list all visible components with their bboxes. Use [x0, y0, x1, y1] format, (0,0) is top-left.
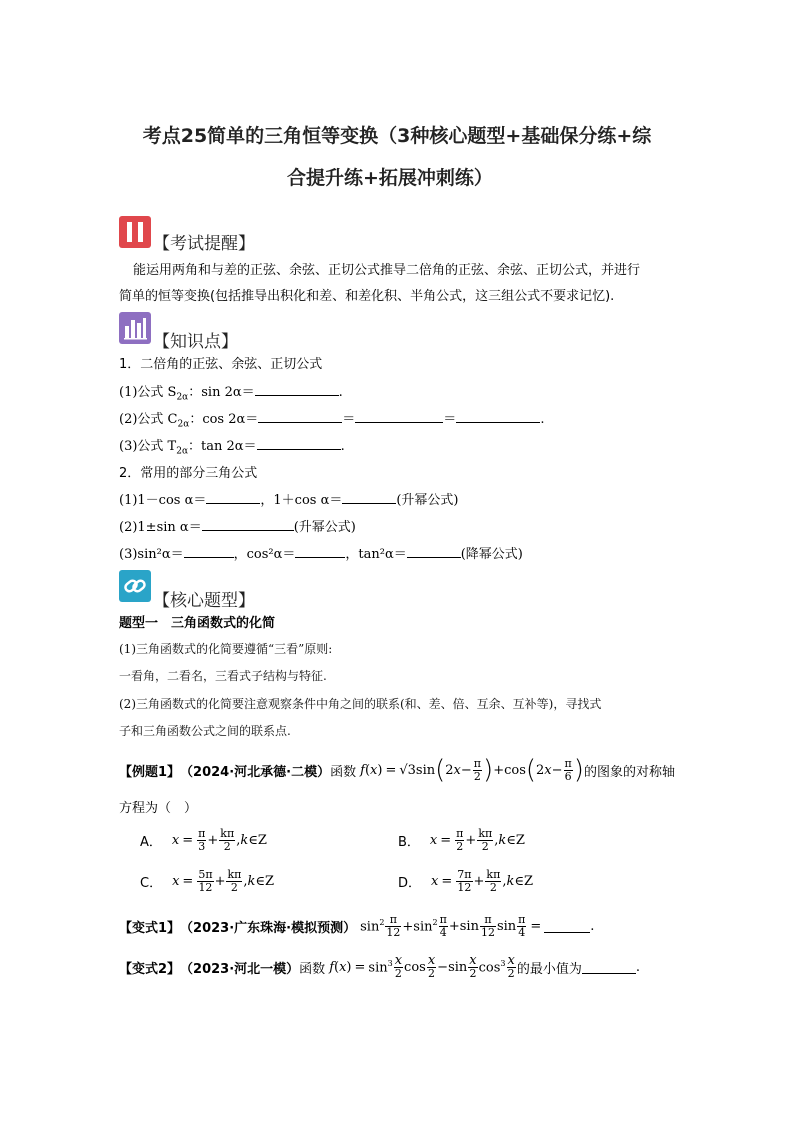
blank[interactable] — [258, 410, 342, 423]
variant2-stem: 【变式2】 （2023·河北一模） 函数 f ( x ) = $\sin^3$ $\frac{x}{2}$ cos $\frac{x}{2}$ −sin $\frac{x}{2}$ $\cos^3$ $\frac{x}{2}$ 的最小值为 . — [119, 952, 640, 980]
bar-chart-icon — [119, 312, 151, 344]
link-icon — [119, 570, 151, 602]
blank[interactable] — [257, 437, 341, 450]
reminder-text-line2: 简单的恒等变换(包括推导出积化和差、和差化积、半角公式，这三组公式不要求记忆). — [119, 289, 615, 304]
example1-stem: 【例题1】 （2024·河北承德·二模） 函数 f ( x ) = √3 sin ( 2 x − $\frac{\pi}{2}$ ) +cos ( 2 x − $\frac{\pi}{6}$ ) 的图象的对称轴 — [119, 755, 675, 785]
formula-g3: (3)sin²α＝ ，cos²α＝ ，tan²α＝ (降幂公式) — [119, 547, 523, 562]
blank[interactable] — [342, 491, 396, 504]
page-title-line1: 考点25简单的三角恒等变换（3种核心题型+基础保分练+综 — [142, 125, 652, 147]
blank[interactable] — [295, 545, 345, 558]
option-c[interactable]: C． x = $\frac{5\pi}{12}$ + $\frac{k\pi}{2}$ , k ∈Z — [140, 868, 275, 894]
pause-bars-icon — [119, 216, 151, 248]
knowledge-subtitle-1: 1．二倍角的正弦、余弦、正切公式 — [119, 357, 323, 372]
blank[interactable] — [544, 920, 590, 933]
note-line2: 一看角，二看名，三看式子结构与特征. — [119, 669, 327, 683]
formula-t2a: (3)公式 $T_{2\alpha}$：tan 2α＝ . — [119, 439, 345, 457]
blank[interactable] — [255, 383, 339, 396]
formula-s2a: (1)公式 $S_{2\alpha}$：sin 2α＝ . — [119, 385, 343, 403]
blank[interactable] — [355, 410, 443, 423]
note-line1: (1)三角函数式的化简要遵循“三看”原则: — [119, 642, 333, 656]
note-line4: 子和三角函数公式之间的联系点. — [119, 724, 291, 738]
note-line3: (2)三角函数式的化简要注意观察条件中角之间的联系(和、差、倍、互余、互补等)，寻找式 — [119, 697, 602, 711]
formula-g2: (2)1±sin α＝ (升幂公式) — [119, 520, 356, 535]
blank[interactable] — [456, 410, 540, 423]
knowledge-subtitle-2: 2．常用的部分三角公式 — [119, 466, 258, 481]
formula-g1: (1)1－cos α＝ ，1＋cos α＝ (升幂公式) — [119, 493, 459, 508]
blank[interactable] — [582, 961, 636, 974]
formula-c2a: (2)公式 $C_{2\alpha}$：cos 2α＝ ＝ ＝ . — [119, 412, 545, 430]
blank[interactable] — [407, 545, 461, 558]
blank[interactable] — [206, 491, 260, 504]
page-title-line2: 合提升练+拓展冲刺练） — [287, 167, 493, 189]
option-b[interactable]: B． x = $\frac{\pi}{2}$ + $\frac{k\pi}{2}$ , k ∈Z — [398, 827, 525, 853]
blank[interactable] — [184, 545, 234, 558]
core-heading: 【核心题型】 — [153, 591, 255, 611]
reminder-heading: 【考试提醒】 — [153, 234, 255, 254]
option-a[interactable]: A． x = $\frac{\pi}{3}$ + $\frac{k\pi}{2}$ , k ∈Z — [140, 827, 267, 853]
variant1-stem: 【变式1】 （2023·广东珠海·模拟预测） $\sin^2$ $\frac{\pi}{12}$ $+\sin^2$ $\frac{\pi}{4}$ +sin $\frac{\pi}{12}$ sin $\frac{\pi}{4}$ = . — [119, 912, 595, 939]
blank[interactable] — [202, 518, 294, 531]
option-d[interactable]: D． x = $\frac{7\pi}{12}$ + $\frac{k\pi}{2}$ , k ∈Z — [398, 868, 533, 894]
type1-heading: 题型一 三角函数式的化简 — [119, 616, 276, 631]
reminder-text-line1: 能运用两角和与差的正弦、余弦、正切公式推导二倍角的正弦、余弦、正切公式，并进行 — [133, 263, 641, 278]
example1-stem-line2: 方程为（ ） — [119, 801, 198, 816]
knowledge-heading: 【知识点】 — [153, 332, 238, 352]
